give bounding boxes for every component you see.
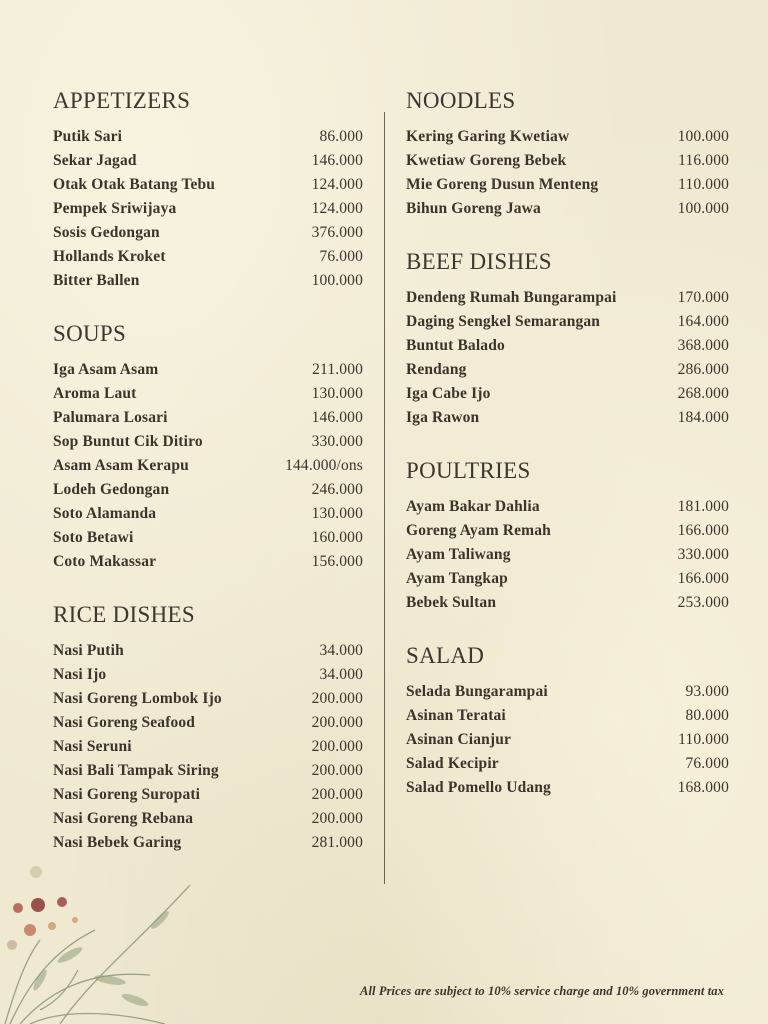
menu-item-name: Rendang	[406, 361, 467, 378]
menu-item-price: 146.000	[311, 409, 363, 426]
menu-section	[406, 247, 729, 430]
menu-item-price: 200.000	[311, 714, 363, 731]
menu-item-price: 146.000	[311, 152, 363, 169]
section-title: SOUPS	[53, 321, 127, 346]
menu-item-name: Ayam Tangkap	[406, 570, 508, 587]
menu-item	[53, 550, 363, 574]
menu-item-name: Nasi Putih	[53, 642, 124, 659]
menu-item-name: Kering Garing Kwetiaw	[406, 128, 570, 145]
menu-item-name: Iga Rawon	[406, 409, 480, 426]
menu-item-name: Nasi Goreng Rebana	[53, 810, 194, 827]
menu-item-name: Kwetiaw Goreng Bebek	[406, 152, 567, 169]
right-column	[406, 86, 729, 826]
menu-item-name: Nasi Seruni	[53, 738, 132, 755]
section-title: NOODLES	[406, 88, 516, 113]
menu-item	[53, 358, 363, 382]
menu-item	[53, 454, 363, 478]
menu-item-price: 80.000	[685, 707, 729, 724]
menu-item-price: 76.000	[319, 248, 363, 265]
menu-item-price: 211.000	[312, 361, 363, 378]
menu-item-name: Sekar Jagad	[53, 152, 137, 169]
menu-item-price: 286.000	[677, 361, 729, 378]
menu-item-name: Bitter Ballen	[53, 272, 140, 289]
menu-item	[53, 759, 363, 783]
menu-item	[406, 406, 729, 430]
menu-item	[53, 430, 363, 454]
menu-item	[53, 221, 363, 245]
price-footnote: All Prices are subject to 10% service charge and 10% government tax	[360, 984, 724, 998]
menu-item-name: Lodeh Gedongan	[53, 481, 170, 498]
menu-item	[53, 526, 363, 550]
menu-item-price: 116.000	[678, 152, 729, 169]
menu-item-price: 164.000	[677, 313, 729, 330]
menu-item-name: Mie Goreng Dusun Menteng	[406, 176, 599, 193]
menu-item-name: Nasi Ijo	[53, 666, 107, 683]
menu-item-price: 34.000	[319, 666, 363, 683]
menu-item	[406, 776, 729, 800]
menu-item	[53, 269, 363, 293]
menu-item-price: 100.000	[677, 200, 729, 217]
menu-section	[53, 319, 363, 574]
menu-item	[406, 334, 729, 358]
menu-item	[53, 783, 363, 807]
menu-item	[53, 687, 363, 711]
menu-item-price: 253.000	[677, 594, 729, 611]
menu-item-name: Nasi Goreng Seafood	[53, 714, 196, 731]
menu-item	[406, 382, 729, 406]
menu-item-price: 124.000	[311, 200, 363, 217]
menu-item-price: 376.000	[311, 224, 363, 241]
menu-item	[53, 406, 363, 430]
menu-item-price: 200.000	[311, 810, 363, 827]
menu-item-price: 156.000	[311, 553, 363, 570]
menu-item-price: 170.000	[677, 289, 729, 306]
menu-item-name: Dendeng Rumah Bungarampai	[406, 289, 617, 306]
menu-item	[406, 567, 729, 591]
menu-item-name: Nasi Bali Tampak Siring	[53, 762, 219, 779]
menu-item-name: Iga Cabe Ijo	[406, 385, 491, 402]
menu-item-price: 200.000	[311, 690, 363, 707]
menu-item	[406, 704, 729, 728]
menu-item	[53, 502, 363, 526]
menu-item	[53, 831, 363, 855]
menu-item-name: Salad Pomello Udang	[406, 779, 551, 796]
menu-item-price: 200.000	[311, 786, 363, 803]
menu-item-name: Hollands Kroket	[53, 248, 166, 265]
menu-item	[53, 382, 363, 406]
menu-item-price: 124.000	[311, 176, 363, 193]
menu-item-price: 130.000	[311, 385, 363, 402]
menu-item-price: 330.000	[311, 433, 363, 450]
menu-section	[406, 456, 729, 615]
menu-item-price: 144.000/ons	[285, 457, 363, 474]
menu-item	[406, 728, 729, 752]
menu-item-name: Asinan Cianjur	[406, 731, 512, 748]
menu-item-price: 281.000	[311, 834, 363, 851]
menu-item	[53, 639, 363, 663]
menu-section	[406, 86, 729, 221]
menu-item	[406, 495, 729, 519]
menu-item	[53, 663, 363, 687]
menu-item	[53, 711, 363, 735]
menu-item-price: 100.000	[677, 128, 729, 145]
menu-item-name: Sosis Gedongan	[53, 224, 160, 241]
menu-item-name: Asam Asam Kerapu	[53, 457, 189, 474]
menu-item-price: 110.000	[678, 731, 729, 748]
menu-item-name: Putik Sari	[53, 128, 123, 145]
menu-item	[406, 197, 729, 221]
menu-item	[53, 245, 363, 269]
left-column	[53, 86, 363, 881]
menu-item	[406, 591, 729, 615]
menu-item	[53, 173, 363, 197]
section-title: RICE DISHES	[53, 602, 195, 627]
menu-item	[406, 752, 729, 776]
menu-item-name: Buntut Balado	[406, 337, 505, 354]
menu-item-name: Iga Asam Asam	[53, 361, 159, 378]
menu-section	[53, 600, 363, 855]
menu-item-price: 166.000	[677, 570, 729, 587]
menu-item-name: Ayam Taliwang	[406, 546, 511, 563]
menu-item-name: Daging Sengkel Semarangan	[406, 313, 601, 330]
menu-item-price: 330.000	[677, 546, 729, 563]
menu-item-price: 100.000	[311, 272, 363, 289]
menu-item-name: Nasi Goreng Suropati	[53, 786, 201, 803]
menu-item-price: 184.000	[677, 409, 729, 426]
menu-item-name: Otak Otak Batang Tebu	[53, 176, 216, 193]
menu-item-price: 368.000	[677, 337, 729, 354]
menu-item-name: Nasi Goreng Lombok Ijo	[53, 690, 222, 707]
section-title: BEEF DISHES	[406, 249, 552, 274]
menu-item-price: 268.000	[677, 385, 729, 402]
menu-item	[406, 149, 729, 173]
column-divider	[384, 112, 385, 884]
menu-item	[406, 358, 729, 382]
menu-item	[406, 125, 729, 149]
menu-item-name: Soto Betawi	[53, 529, 134, 546]
section-title: APPETIZERS	[53, 88, 191, 113]
menu-item-name: Nasi Bebek Garing	[53, 834, 182, 851]
menu-item	[53, 735, 363, 759]
menu-item-price: 168.000	[677, 779, 729, 796]
menu-item-price: 160.000	[311, 529, 363, 546]
menu-item-price: 34.000	[319, 642, 363, 659]
menu-item-name: Bebek Sultan	[406, 594, 497, 611]
menu-item	[406, 286, 729, 310]
menu-item	[53, 125, 363, 149]
menu-item	[53, 807, 363, 831]
menu-item-price: 76.000	[685, 755, 729, 772]
menu-item-name: Selada Bungarampai	[406, 683, 548, 700]
menu-item-name: Aroma Laut	[53, 385, 137, 402]
menu-item	[53, 149, 363, 173]
menu-item	[406, 680, 729, 704]
menu-section	[53, 86, 363, 293]
menu-item-price: 130.000	[311, 505, 363, 522]
menu-item	[53, 197, 363, 221]
menu-item-price: 200.000	[311, 762, 363, 779]
menu-item-name: Pempek Sriwijaya	[53, 200, 177, 217]
menu-item-name: Asinan Teratai	[406, 707, 506, 724]
menu-item-price: 200.000	[311, 738, 363, 755]
menu-item	[406, 519, 729, 543]
menu-item-name: Soto Alamanda	[53, 505, 157, 522]
menu-item-name: Coto Makassar	[53, 553, 157, 570]
menu-item-price: 246.000	[311, 481, 363, 498]
menu-item-price: 86.000	[319, 128, 363, 145]
menu-item-price: 93.000	[685, 683, 729, 700]
section-title: SALAD	[406, 643, 485, 668]
menu-item-price: 166.000	[677, 522, 729, 539]
menu-item-name: Ayam Bakar Dahlia	[406, 498, 540, 515]
menu-item-name: Goreng Ayam Remah	[406, 522, 551, 539]
menu-item	[406, 310, 729, 334]
menu-item-name: Sop Buntut Cik Ditiro	[53, 433, 203, 450]
menu-item-name: Palumara Losari	[53, 409, 168, 426]
menu-item-price: 110.000	[678, 176, 729, 193]
section-title: POULTRIES	[406, 458, 531, 483]
floral-illustration-icon	[0, 860, 200, 1024]
menu-item-name: Salad Kecipir	[406, 755, 499, 772]
menu-item	[406, 173, 729, 197]
menu-item-name: Bihun Goreng Jawa	[406, 200, 541, 217]
menu-item	[406, 543, 729, 567]
menu-item	[53, 478, 363, 502]
menu-item-price: 181.000	[677, 498, 729, 515]
menu-section	[406, 641, 729, 800]
